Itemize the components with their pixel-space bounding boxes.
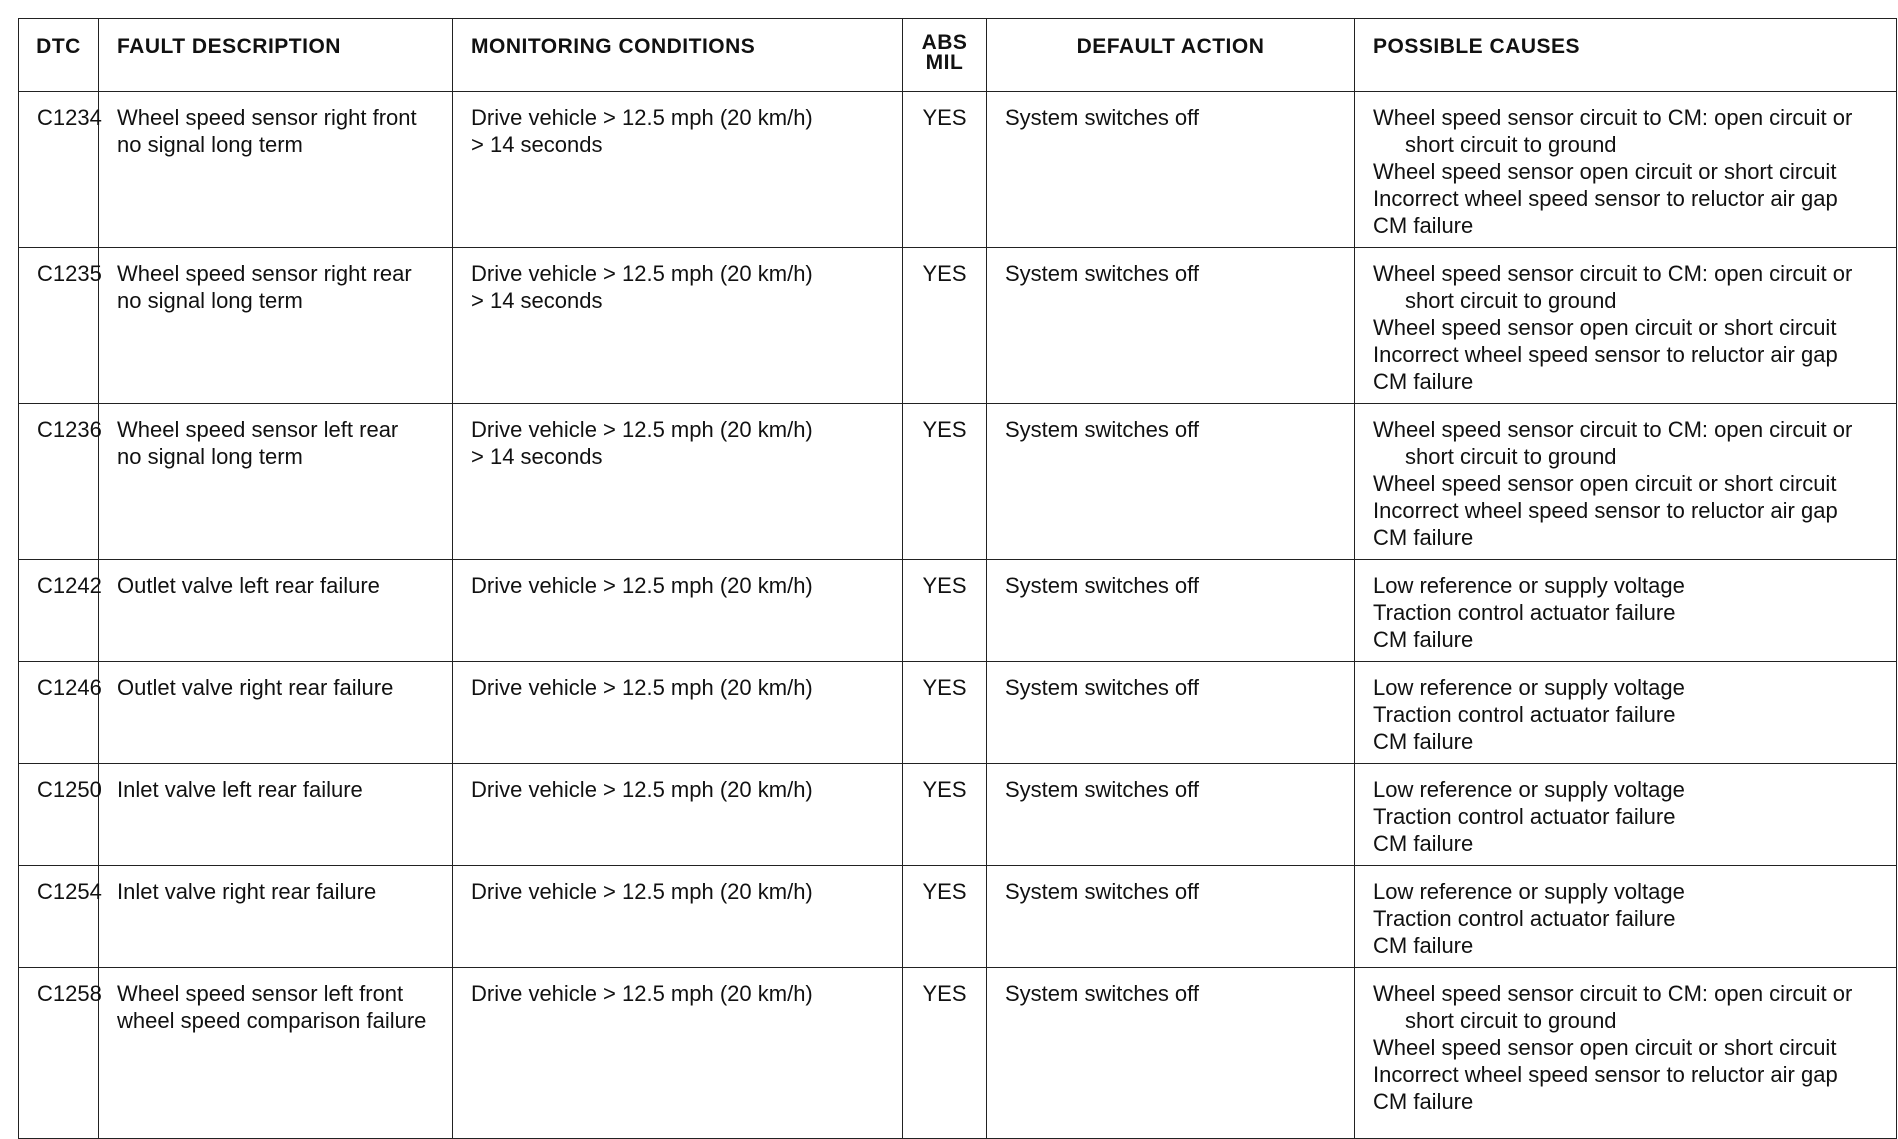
- abs-mil-value: YES: [903, 560, 987, 662]
- dtc-code: C1236: [19, 404, 99, 560]
- dtc-table: [18, 18, 1897, 1139]
- header-dtc: DTC: [19, 19, 99, 92]
- cause-line: Incorrect wheel speed sensor to reluctor air gap: [1373, 498, 1838, 523]
- default-action: System switches off: [987, 248, 1355, 404]
- monitoring-conditions: [453, 662, 903, 764]
- dtc-code: C1246: [19, 662, 99, 764]
- dtc-code: C1235: [19, 248, 99, 404]
- dtc-code: C1250: [19, 764, 99, 866]
- default-action: System switches off: [987, 764, 1355, 866]
- table-row: [19, 248, 1897, 404]
- cause-line: Wheel speed sensor open circuit or short circuit: [1373, 1035, 1837, 1060]
- header-abs: ABS: [921, 31, 968, 54]
- fault-description: [99, 764, 453, 866]
- fault-description: [99, 404, 453, 560]
- cause-line: CM failure: [1373, 831, 1474, 856]
- monitoring-line: Drive vehicle > 12.5 mph (20 km/h): [471, 675, 813, 700]
- table-row: [19, 662, 1897, 764]
- header-mil: MIL: [925, 51, 964, 74]
- header-abs-mil: [903, 19, 987, 92]
- abs-mil-value: YES: [903, 248, 987, 404]
- cause-line: Wheel speed sensor circuit to CM: open circuit or: [1373, 981, 1853, 1006]
- header-fault-description: FAULT DESCRIPTION: [99, 19, 453, 92]
- possible-causes: [1355, 968, 1897, 1139]
- fault-description: [99, 248, 453, 404]
- default-action: System switches off: [987, 560, 1355, 662]
- cause-line: CM failure: [1373, 933, 1474, 958]
- possible-causes: [1355, 560, 1897, 662]
- cause-line: CM failure: [1373, 525, 1474, 550]
- abs-mil-value: YES: [903, 662, 987, 764]
- monitoring-line: > 14 seconds: [471, 132, 603, 157]
- cause-line: Traction control actuator failure: [1373, 804, 1676, 829]
- cause-line: Incorrect wheel speed sensor to reluctor air gap: [1373, 186, 1838, 211]
- default-action: System switches off: [987, 968, 1355, 1139]
- possible-causes: [1355, 404, 1897, 560]
- cause-line: Traction control actuator failure: [1373, 702, 1676, 727]
- cause-line: Wheel speed sensor open circuit or short circuit: [1373, 315, 1837, 340]
- cause-line: CM failure: [1373, 627, 1474, 652]
- cause-line: CM failure: [1373, 1089, 1474, 1114]
- default-action: System switches off: [987, 404, 1355, 560]
- table-row: [19, 404, 1897, 560]
- possible-causes: [1355, 764, 1897, 866]
- monitoring-conditions: [453, 560, 903, 662]
- cause-line: Wheel speed sensor circuit to CM: open circuit or: [1373, 417, 1853, 442]
- abs-mil-value: YES: [903, 764, 987, 866]
- fault-description: [99, 560, 453, 662]
- cause-line: short circuit to ground: [1405, 1008, 1617, 1033]
- monitoring-line: Drive vehicle > 12.5 mph (20 km/h): [471, 417, 813, 442]
- table-header-row: [19, 19, 1897, 92]
- dtc-code: C1242: [19, 560, 99, 662]
- dtc-code: C1258: [19, 968, 99, 1139]
- table-row: [19, 560, 1897, 662]
- abs-mil-value: YES: [903, 404, 987, 560]
- fault-line: Outlet valve left rear failure: [117, 573, 380, 598]
- possible-causes: [1355, 866, 1897, 968]
- cause-line: CM failure: [1373, 369, 1474, 394]
- cause-line: Incorrect wheel speed sensor to reluctor air gap: [1373, 1062, 1838, 1087]
- table-row: [19, 866, 1897, 968]
- fault-line: no signal long term: [117, 444, 303, 469]
- default-action: System switches off: [987, 92, 1355, 248]
- cause-line: Traction control actuator failure: [1373, 906, 1676, 931]
- cause-line: Low reference or supply voltage: [1373, 675, 1685, 700]
- monitoring-conditions: [453, 866, 903, 968]
- fault-line: Wheel speed sensor right front: [117, 105, 417, 130]
- cause-line: Traction control actuator failure: [1373, 600, 1676, 625]
- monitoring-line: Drive vehicle > 12.5 mph (20 km/h): [471, 777, 813, 802]
- abs-mil-value: YES: [903, 92, 987, 248]
- cause-line: short circuit to ground: [1405, 132, 1617, 157]
- cause-line: CM failure: [1373, 729, 1474, 754]
- fault-line: Outlet valve right rear failure: [117, 675, 394, 700]
- dtc-table-page: [18, 18, 1896, 1139]
- possible-causes: [1355, 248, 1897, 404]
- header-possible-causes: POSSIBLE CAUSES: [1355, 19, 1897, 92]
- cause-line: Wheel speed sensor circuit to CM: open circuit or: [1373, 261, 1853, 286]
- fault-description: [99, 662, 453, 764]
- monitoring-line: Drive vehicle > 12.5 mph (20 km/h): [471, 573, 813, 598]
- monitoring-line: Drive vehicle > 12.5 mph (20 km/h): [471, 261, 813, 286]
- default-action: System switches off: [987, 662, 1355, 764]
- cause-line: short circuit to ground: [1405, 444, 1617, 469]
- fault-line: wheel speed comparison failure: [117, 1008, 427, 1033]
- table-row: [19, 92, 1897, 248]
- fault-line: Wheel speed sensor left rear: [117, 417, 399, 442]
- monitoring-line: Drive vehicle > 12.5 mph (20 km/h): [471, 879, 813, 904]
- dtc-code: C1254: [19, 866, 99, 968]
- header-default-action: DEFAULT ACTION: [987, 19, 1355, 92]
- monitoring-conditions: [453, 92, 903, 248]
- cause-line: short circuit to ground: [1405, 288, 1617, 313]
- monitoring-conditions: [453, 248, 903, 404]
- cause-line: Wheel speed sensor circuit to CM: open circuit or: [1373, 105, 1853, 130]
- fault-line: Wheel speed sensor left front: [117, 981, 404, 1006]
- monitoring-conditions: [453, 968, 903, 1139]
- default-action: System switches off: [987, 866, 1355, 968]
- possible-causes: [1355, 92, 1897, 248]
- monitoring-line: Drive vehicle > 12.5 mph (20 km/h): [471, 981, 813, 1006]
- fault-description: [99, 92, 453, 248]
- fault-line: Inlet valve right rear failure: [117, 879, 377, 904]
- fault-line: Wheel speed sensor right rear: [117, 261, 412, 286]
- monitoring-line: Drive vehicle > 12.5 mph (20 km/h): [471, 105, 813, 130]
- dtc-code: C1234: [19, 92, 99, 248]
- header-monitoring-conditions: MONITORING CONDITIONS: [453, 19, 903, 92]
- monitoring-line: > 14 seconds: [471, 444, 603, 469]
- table-row: [19, 764, 1897, 866]
- cause-line: Incorrect wheel speed sensor to reluctor air gap: [1373, 342, 1838, 367]
- cause-line: CM failure: [1373, 213, 1474, 238]
- abs-mil-value: YES: [903, 968, 987, 1139]
- fault-line: no signal long term: [117, 288, 303, 313]
- monitoring-line: > 14 seconds: [471, 288, 603, 313]
- cause-line: Low reference or supply voltage: [1373, 777, 1685, 802]
- cause-line: Wheel speed sensor open circuit or short circuit: [1373, 471, 1837, 496]
- cause-line: Wheel speed sensor open circuit or short circuit: [1373, 159, 1837, 184]
- monitoring-conditions: [453, 404, 903, 560]
- fault-line: Inlet valve left rear failure: [117, 777, 363, 802]
- fault-description: [99, 968, 453, 1139]
- table-row: [19, 968, 1897, 1139]
- monitoring-conditions: [453, 764, 903, 866]
- abs-mil-value: YES: [903, 866, 987, 968]
- fault-description: [99, 866, 453, 968]
- possible-causes: [1355, 662, 1897, 764]
- cause-line: Low reference or supply voltage: [1373, 879, 1685, 904]
- cause-line: Low reference or supply voltage: [1373, 573, 1685, 598]
- fault-line: no signal long term: [117, 132, 303, 157]
